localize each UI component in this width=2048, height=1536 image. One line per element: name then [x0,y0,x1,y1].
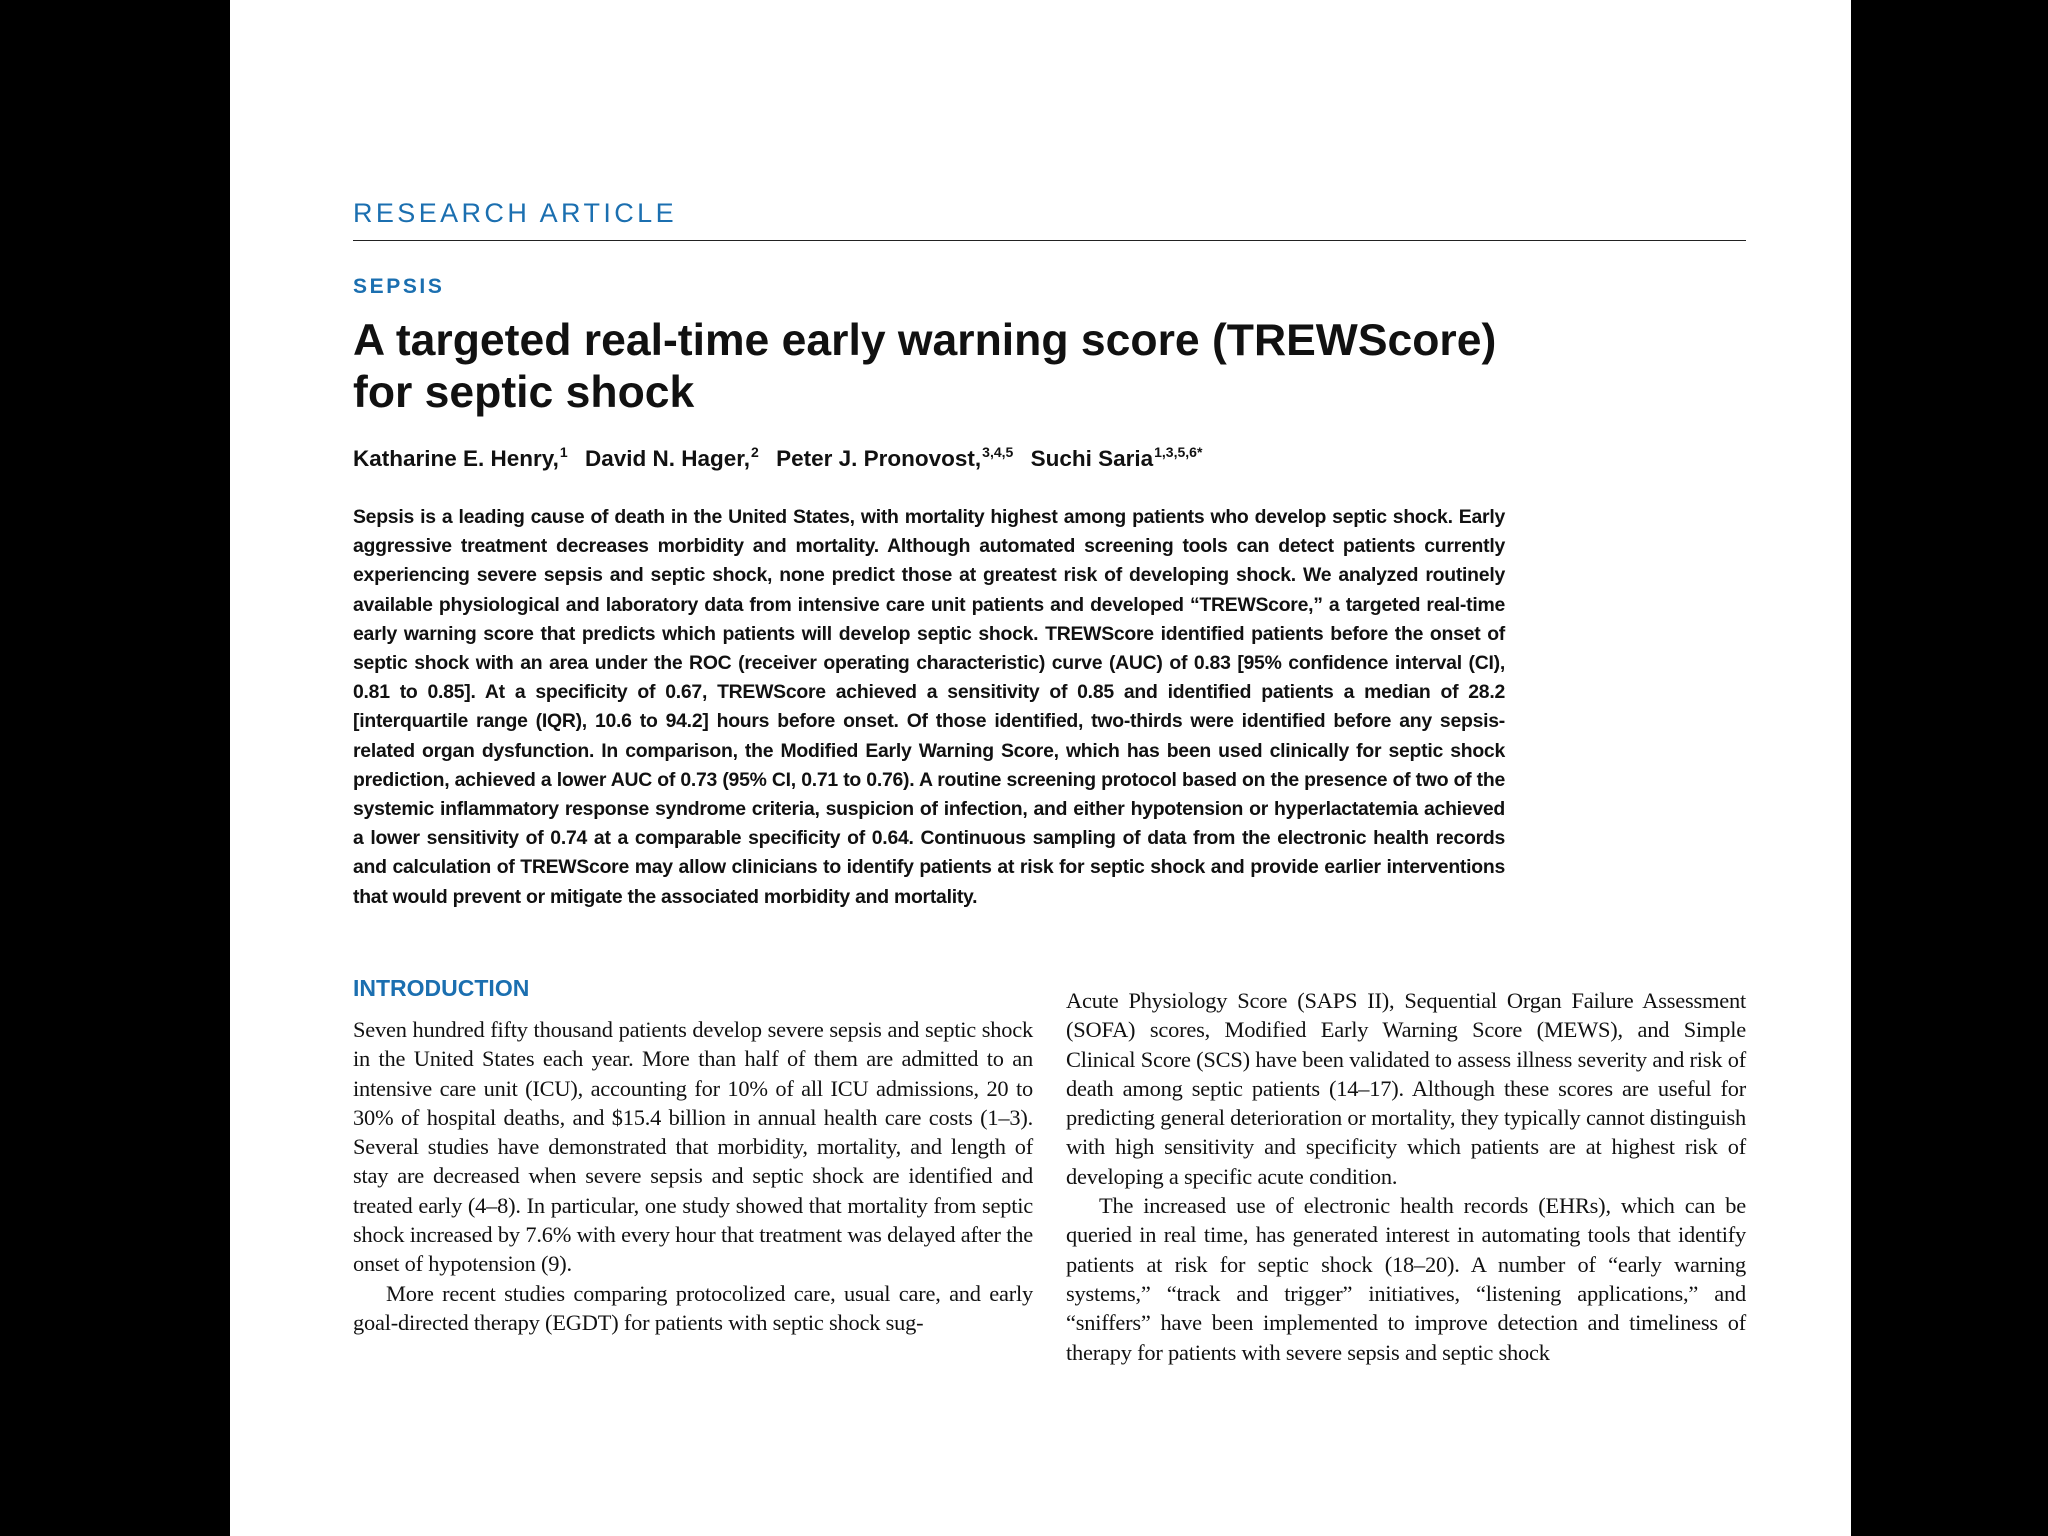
author [585,446,759,471]
left-column [353,1015,1033,1337]
author [776,446,1013,471]
title-line-2: for septic shock [353,368,695,417]
right-column [1066,986,1746,1367]
author [1031,446,1203,471]
paragraph: The increased use of electronic health records (EHRs), which can be queried in real time, has generated interest in automating tools that identify patients at risk for septic shock (18–20). A number of “early warning systems,” “track and trigger” initiatives, “listening applications,” and “sniffers” have been implemented to improve detection and timeliness of therapy for patients with severe sepsis and septic shock [1066,1193,1746,1365]
author-affiliation: 2 [751,444,759,460]
article-title [353,315,1603,419]
paragraph: Seven hundred fifty thousand patients develop severe sepsis and septic shock in the United States each year. More than half of them are admitted to an intensive care unit (ICU), accounting for 10% of all ICU admissions, 20 to 30% of hospital deaths, and $15.4 billion in annual health care costs (1–3). Several studies have demonstrated that morbidity, mortality, and length of stay are decreased when severe sepsis and septic shock are identified and treated early (4–8). In particular, one study showed that mortality from septic shock increased by 7.6% with every hour that treatment was delayed after the onset of hypotension (9). [353,1017,1033,1277]
author-affiliation: 1,3,5,6* [1154,444,1203,460]
paragraph: Acute Physiology Score (SAPS II), Sequential Organ Failure Assessment (SOFA) scores, Modified Early Warning Score (MEWS), and Simple Clinical Score (SCS) have been validated to assess illness severity and risk of death among septic patients (14–17). Although these scores are useful for predicting general deterioration or mortality, they typically cannot distinguish with high sensitivity and specificity which patients are at highest risk of developing a specific acute condition. [1066,988,1746,1189]
author-affiliation: 3,4,5 [982,444,1014,460]
section-label: RESEARCH ARTICLE [353,198,677,228]
author-name: Katharine E. Henry, [353,446,559,471]
introduction-heading: INTRODUCTION [353,975,530,1001]
author-name: Peter J. Pronovost, [776,446,982,471]
author-name: David N. Hager, [584,446,751,471]
author-name: Suchi Saria [1030,446,1154,471]
author [353,446,568,471]
header-rule [353,240,1746,241]
paragraph: More recent studies comparing protocolized care, usual care, and early goal-directed therapy (EGDT) for patients with septic shock sug- [353,1280,1033,1335]
abstract: Sepsis is a leading cause of death in the United States, with mortality highest among patients who develop septic shock. Early aggressive treatment decreases morbidity and mortality. Although automated screening tools can detect patients currently experiencing severe sepsis and septic shock, none predict those at greatest risk of developing shock. We analyzed routinely available physiological and laboratory data from intensive care unit patients and developed “TREWScore,” a targeted real-time early warning score that predicts which patients will develop septic shock. TREWScore identified patients before the onset of septic shock with an area under the ROC (receiver operating characteristic) curve (AUC) of 0.83 [95% confidence interval (CI), 0.81 to 0.85]. At a specificity of 0.67, TREWScore achieved a sensitivity of 0.85 and identified patients a median of 28.2 [interquartile range (IQR), 10.6 to 94.2] hours before onset. Of those identified, two-thirds were identified before any sepsis-related organ dysfunction. In comparison, the Modified Early Warning Score, which has been used clinically for septic shock prediction, achieved a lower AUC of 0.73 (95% CI, 0.71 to 0.76). A routine screening protocol based on the presence of two of the systemic inflammatory response syndrome criteria, suspicion of infection, and either hypotension or hyperlactatemia achieved a lower sensitivity of 0.74 at a comparable specificity of 0.64. Continuous sampling of data from the electronic health records and calculation of TREWScore may allow clinicians to identify patients at risk for septic shock and provide earlier interventions that would prevent or mitigate the associated morbidity and mortality. [353,506,1505,908]
topic-label: SEPSIS [353,275,445,298]
article-page [230,0,1851,1536]
author-list [353,444,1213,472]
author-affiliation: 1 [559,444,568,460]
title-line-1: A targeted real-time early warning score (TREWScore) [353,316,1497,365]
